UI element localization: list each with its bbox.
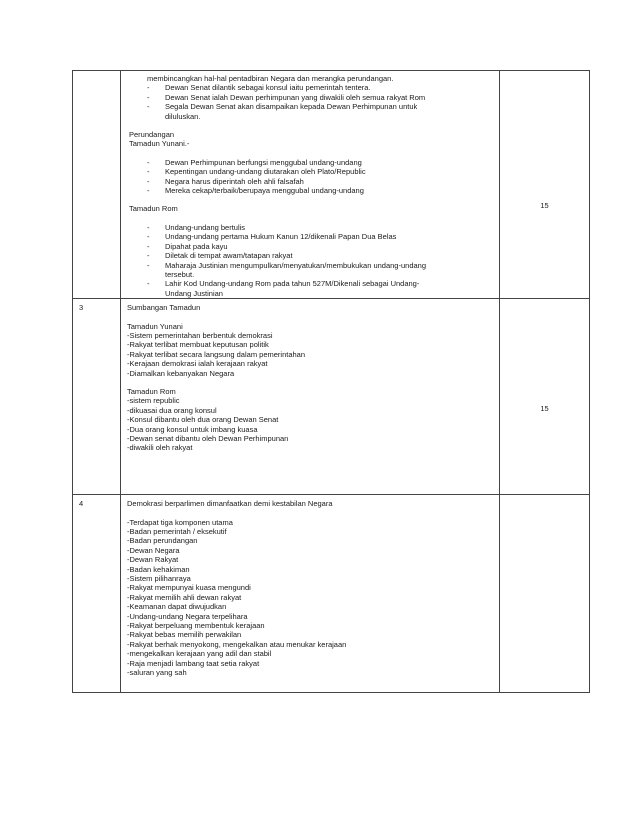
text-line: -Rakyat berhak menyokong, mengekalkan atau menukar kerajaan [127, 639, 347, 649]
row-content [121, 299, 500, 495]
row-number [73, 71, 121, 299]
list-item: - Negara harus diperintah oleh ahli falsafah [147, 177, 495, 186]
text-line: -saluran yang sah [127, 668, 187, 678]
bullet-list [147, 83, 495, 121]
section-heading: Tamadun Rom [127, 386, 176, 396]
text-line: -Rakyat terlibat membuat keputusan politik [127, 340, 269, 350]
row-score-cell [500, 299, 590, 495]
text-line: membincangkan hal-hal pentadbiran Negara dan merangka perundangan. [147, 74, 394, 83]
text-line: -Badan pemerintah / eksekutif [127, 526, 227, 536]
text-line: -Dewan senat dibantu oleh Dewan Perhimpunan [127, 434, 289, 443]
row-number: 3 [73, 299, 121, 495]
text-line: -Rakyat terlibat secara langsung dalam pemerintahan [127, 349, 306, 359]
list-item: diluluskan. [165, 111, 201, 121]
row-score: 15 [540, 201, 549, 211]
bullet-list [147, 158, 495, 196]
list-item: - Undang-undang pertama Hukum Kanun 12/dikenali Papan Dua Belas [147, 232, 495, 241]
text-line: -Raja menjadi lambang taat setia rakyat [127, 658, 260, 668]
row-number: 4 [73, 495, 121, 693]
text-line: -Sistem pilihanraya [127, 573, 191, 583]
text-line: -Dewan Negara [127, 545, 180, 555]
text-line: -Dewan Rakyat [127, 555, 179, 565]
section-heading: Perundangan [129, 130, 175, 140]
text-line: -Keamanan dapat diwujudkan [127, 602, 227, 612]
text-line: -Konsul dibantu oleh dua orang Dewan Senat [127, 415, 279, 425]
text-line: -sistem republic [127, 396, 180, 406]
section-heading: Tamadun Yunani.- [129, 139, 190, 149]
text-line: -Diamalkan kebanyakan Negara [127, 368, 235, 378]
text-line: -Badan perundangan [127, 536, 198, 546]
text-line: -Badan kehakiman [127, 564, 190, 574]
row-score: 15 [540, 404, 549, 414]
list-item: - Diletak di tempat awam/tatapan rakyat [147, 251, 495, 260]
text-line: -Kerajaan demokrasi ialah kerajaan rakyat [127, 359, 268, 369]
row-score-cell [500, 495, 590, 693]
list-item: - Dewan Senat ialah Dewan perhimpunan yang diwakili oleh semua rakyat Rom [147, 93, 495, 102]
row-content [121, 71, 500, 299]
bullet-list [147, 223, 495, 298]
answer-table [72, 70, 590, 693]
text-line: -Undang-undang Negara terpelihara [127, 611, 248, 621]
text-line: -mengekalkan kerajaan yang adil dan stabil [127, 649, 272, 659]
text-line: -diwakili oleh rakyat [127, 443, 193, 453]
list-item: - Lahir Kod Undang-undang Rom pada tahun 527M/Dikenali sebagai Undang- [147, 279, 495, 288]
text-line: -Rakyat memilih ahli dewan rakyat [127, 592, 242, 602]
table-row [73, 71, 590, 299]
text-line: -Rakyat mempunyai kuasa mengundi [127, 583, 251, 593]
list-item: Undang Justinian [165, 288, 223, 298]
list-item: - Mereka cekap/terbaik/berupaya menggubal undang-undang [147, 186, 495, 195]
list-item: - Dipahat pada kayu [147, 242, 495, 251]
row-title: Sumbangan Tamadun [127, 303, 201, 313]
table-row [73, 495, 590, 693]
text-line: -dikuasai dua orang konsul [127, 405, 217, 415]
row-title: Demokrasi berparlimen dimanfaatkan demi kestabilan Negara [127, 499, 333, 509]
list-item: - Dewan Senat dilantik sebagai konsul iaitu pemerintah tentera. [147, 83, 495, 92]
list-item: tersebut. [165, 269, 195, 279]
table-row [73, 299, 590, 495]
list-item: - Undang-undang bertulis [147, 223, 495, 232]
text-line: -Sistem pemerintahan berbentuk demokrasi [127, 330, 273, 340]
text-line: -Terdapat tiga komponen utama [127, 517, 233, 527]
list-item: - Dewan Perhimpunan berfungsi menggubal undang-undang [147, 158, 495, 167]
text-line: -Rakyat berpeluang membentuk kerajaan [127, 621, 265, 630]
row-content [121, 495, 500, 693]
row-score-cell [500, 71, 590, 299]
list-item: - Segala Dewan Senat akan disampaikan kepada Dewan Perhimpunan untuk [147, 102, 495, 111]
list-item: - Kepentingan undang-undang diutarakan oleh Plato/Republic [147, 167, 495, 176]
list-item: - Maharaja Justinian mengumpulkan/menyatukan/membukukan undang-undang [147, 261, 495, 270]
section-heading: Tamadun Rom [129, 204, 178, 214]
text-line: -Rakyat bebas memilih perwakilan [127, 630, 242, 640]
text-line: -Dua orang konsul untuk imbang kuasa [127, 424, 258, 434]
section-heading: Tamadun Yunani [127, 321, 183, 331]
